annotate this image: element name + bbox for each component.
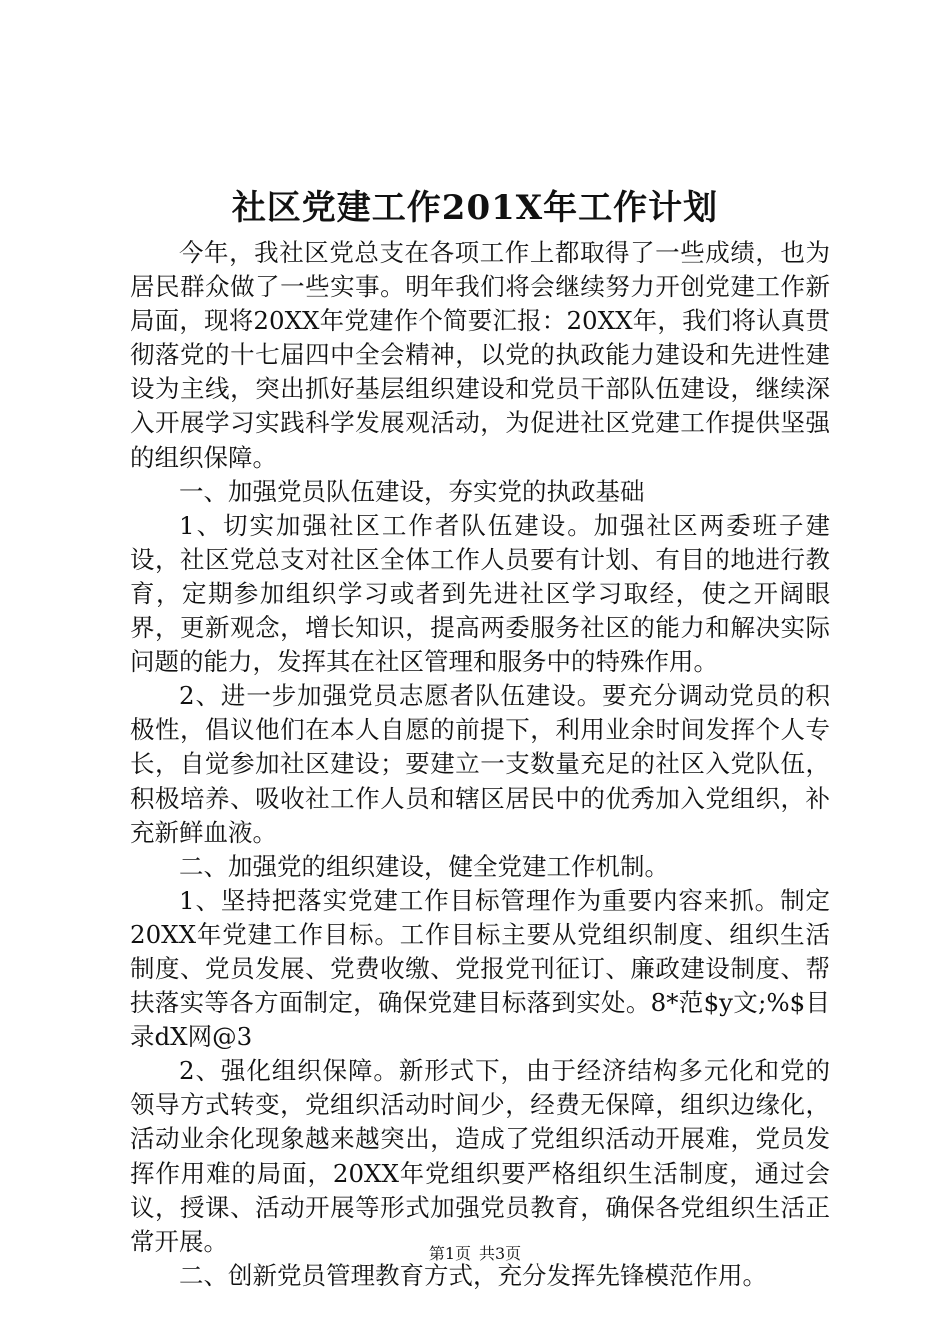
section-heading-2: 二、加强党的组织建设，健全党建工作机制。	[179, 851, 669, 881]
page-footer	[0, 1243, 950, 1265]
document-body	[130, 236, 830, 1293]
section-heading-1: 一、加强党员队伍建设，夯实党的执政基础	[179, 476, 645, 506]
paragraph-2-1: 1、坚持把落实党建工作目标管理作为重要内容来抓。制定20XX年党建工作目标。工作目标主要从党组织制度、组织生活制度、党员发展、党费收缴、党报党刊征订、廉政建设制度、帮扶落实等各方面制定，确保党建目标落到实处。8*范$y文;%$目录dX网@3	[130, 885, 830, 1052]
page-total: 共3页	[479, 1244, 522, 1263]
paragraph-2-2: 2、强化组织保障。新形式下，由于经济结构多元化和党的领导方式转变，党组织活动时间少，经费无保障，组织边缘化，活动业余化现象越来越突出，造成了党组织活动开展难，党员发挥作用难的局面，20XX年党组织要严格组织生活制度，通过会议，授课、活动开展等形式加强党员教育，确保各党组织生活正常开展。	[130, 1056, 830, 1256]
page-number: 第1页	[428, 1244, 471, 1263]
paragraph-1-1: 1、切实加强社区工作者队伍建设。加强社区两委班子建设，社区党总支对社区全体工作人员要有计划、有目的地进行教育，定期参加组织学习或者到先进社区学习取经，使之开阔眼界，更新观念，增长知识，提高两委服务社区的能力和解决实际问题的能力，发挥其在社区管理和服务中的特殊作用。	[130, 510, 830, 677]
document-title: 社区党建工作201X年工作计划	[231, 188, 719, 228]
paragraph-intro: 今年，我社区党总支在各项工作上都取得了一些成绩，也为居民群众做了一些实事。明年我们将会继续努力开创党建工作新局面，现将20XX年党建作个简要汇报：20XX年，我们将认真贯彻落党的十七届四中全会精神，以党的执政能力建设和先进性建设为主线，突出抓好基层组织建设和党员干部队伍建设，继续深入开展学习实践科学发展观活动，为促进社区党建工作提供坚强的组织保障。	[130, 238, 830, 472]
section-heading-3: 二、创新党员管理教育方式，充分发挥先锋模范作用。	[179, 1260, 767, 1290]
paragraph-1-2: 2、进一步加强党员志愿者队伍建设。要充分调动党员的积极性，倡议他们在本人自愿的前提下，利用业余时间发挥个人专长，自觉参加社区建设；要建立一支数量充足的社区入党队伍，积极培养、吸收社工作人员和辖区居民中的优秀加入党组织，补充新鲜血液。	[130, 681, 830, 847]
